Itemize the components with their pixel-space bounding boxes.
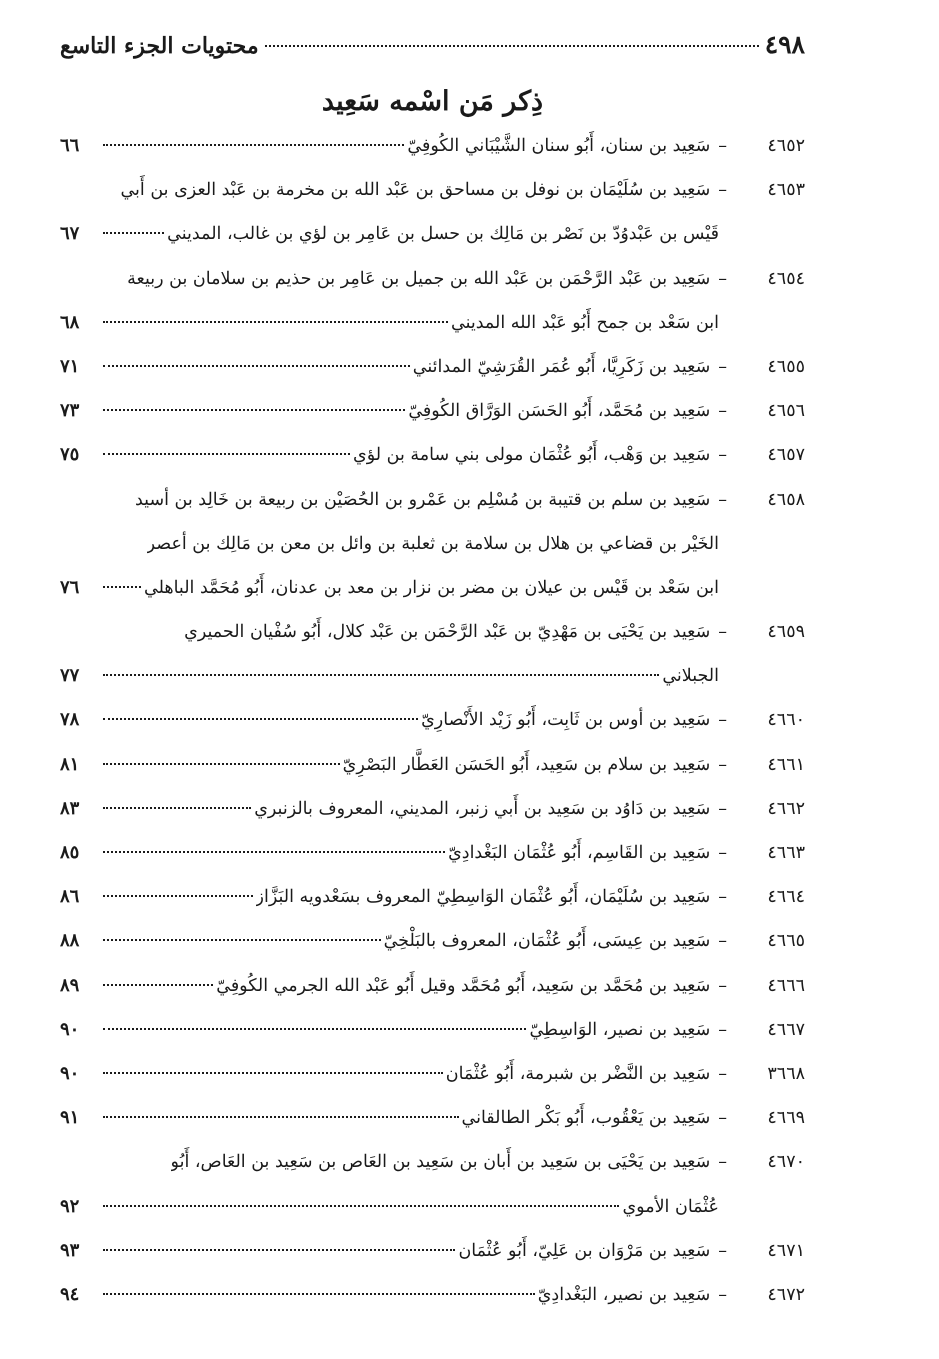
entry-page-number: ٩٢ [60, 1195, 80, 1217]
leader-dots [103, 1028, 526, 1030]
entry-dash: – [718, 401, 727, 422]
entry-dash: – [718, 180, 727, 201]
toc-entry [60, 1273, 805, 1317]
entry-text: سَعِيد بن عَبْد الرَّحْمَن بن عَبْد الله بن جميل بن عَامِر بن حذيم بن سلامان بن ربيعة [127, 268, 711, 289]
contents-list [60, 124, 805, 1317]
entry-line [60, 168, 805, 212]
entry-dash: – [718, 1240, 727, 1261]
entry-dash: – [718, 710, 727, 731]
entry-text: سَعِيد بن سُلَيْمَان بن نوفل بن مساحق بن عَبْد الله بن مخرمة بن عَبْد العزى بن أَبي [120, 180, 711, 201]
entry-page-number: ٩٣ [60, 1239, 80, 1261]
toc-entry [60, 743, 805, 787]
entry-text: سَعِيد بن مَرْوَان بن عَلِيّ، أَبُو عُثْمَان [458, 1240, 711, 1261]
leader-dots [103, 1116, 459, 1118]
entry-number: ٣٦٦٨ [767, 1063, 805, 1084]
toc-entry [60, 389, 805, 433]
entry-line [60, 566, 805, 610]
entry-text: سَعِيد بن يَحْيَى بن سَعِيد بن أَبان بن سَعِيد بن العَاص بن سَعِيد بن العَاص، أَبُو [170, 1152, 711, 1173]
entry-line [60, 654, 805, 698]
entry-number: ٤٦٥٩ [767, 622, 805, 643]
toc-entry [60, 478, 805, 611]
entry-page-number: ٨٣ [60, 797, 80, 819]
entry-line [60, 743, 805, 787]
entry-text: قَيْس بن عَبْدوُدّ بن نَصْر بن مَالِك بن حسل بن عَامِر بن لؤي بن غالب، المديني [167, 224, 719, 245]
entry-number: ٤٦٦٢ [767, 798, 805, 819]
entry-dash: – [718, 754, 727, 775]
entry-text: سَعِيد بن أوس بن ثَابِت، أَبُو زَيْد الأَنْصارِيّ [421, 710, 711, 731]
leader-dots [103, 232, 164, 234]
entry-text: الخَيْر بن قضاعي بن هلال بن سلامة بن ثعلبة بن وائل بن معن بن مَالِك بن أعصر [146, 533, 719, 554]
page-header [60, 30, 805, 76]
toc-entry [60, 257, 805, 345]
section-title: ذِكر مَن اسْمه سَعِيد [321, 86, 544, 117]
leader-dots [103, 409, 405, 411]
entry-text: سَعِيد بن مُحَمَّد، أَبُو الحَسَن الوَرَّاق الكُوفِيّ [408, 401, 711, 422]
entry-page-number: ٩٠ [60, 1062, 80, 1084]
leader-dots [103, 718, 418, 720]
entry-line [60, 1185, 805, 1229]
entry-line [60, 1140, 805, 1184]
leader-dots [103, 1072, 443, 1074]
leader-dots [103, 586, 141, 588]
running-title: محتويات الجزء التاسع [60, 33, 259, 59]
toc-entry [60, 831, 805, 875]
entry-text: سَعِيد بن زَكَرِيَّا، أَبُو عُمَر القُرَشِيّ المدائني [412, 356, 711, 377]
entry-line [60, 124, 805, 168]
leader-dots [103, 1293, 535, 1295]
entry-line [60, 433, 805, 477]
leader-dots [103, 1249, 455, 1251]
entry-page-number: ٧٨ [60, 709, 80, 731]
entry-line [60, 345, 805, 389]
toc-entry [60, 698, 805, 742]
entry-line [60, 522, 805, 566]
entry-line [60, 389, 805, 433]
toc-entry [60, 1052, 805, 1096]
entry-number: ٤٦٥٢ [767, 136, 805, 156]
entry-text: سَعِيد بن القَاسِم، أَبُو عُثْمَان البَغْدادِيّ [448, 843, 711, 863]
entry-dash: – [718, 1152, 727, 1173]
entry-dash: – [718, 445, 727, 466]
entry-page-number: ٧١ [60, 355, 80, 377]
entry-line [60, 1052, 805, 1096]
entry-dash: – [718, 1063, 727, 1084]
toc-entry [60, 1096, 805, 1140]
entry-line [60, 301, 805, 345]
toc-entry [60, 875, 805, 919]
entry-line [60, 1273, 805, 1317]
leader-dots [103, 453, 350, 455]
leader-dots [103, 807, 251, 809]
leader-dots [103, 763, 340, 765]
entry-number: ٤٦٧٠ [767, 1152, 805, 1173]
entry-line [60, 610, 805, 654]
entry-line [60, 831, 805, 875]
entry-dash: – [718, 356, 727, 377]
entry-page-number: ٩٤ [60, 1283, 80, 1305]
entry-text: الجبلاني [662, 666, 719, 687]
entry-page-number: ٧٣ [60, 400, 80, 422]
entry-text: سَعِيد بن سُلَيْمَان، أَبُو عُثْمَان الوَاسِطِيّ المعروف بسَعْدويه البَزَّاز [255, 887, 711, 908]
entry-page-number: ٩١ [60, 1107, 80, 1129]
entry-number: ٤٦٧٢ [767, 1284, 805, 1305]
entry-number: ٤٦٦١ [767, 754, 805, 775]
entry-dash: – [718, 931, 727, 952]
entry-line [60, 1229, 805, 1273]
entry-number: ٤٦٥٦ [767, 401, 805, 422]
entry-page-number: ٧٧ [60, 665, 80, 687]
entry-page-number: ٦٨ [60, 311, 80, 333]
entry-text: سَعِيد بن دَاوُد بن سَعِيد بن أَبي زنبر، المديني، المعروف بالزنبري [254, 798, 711, 819]
toc-entry [60, 919, 805, 963]
entry-text: سَعِيد بن وَهْب، أَبُو عُثْمَان مولى بني سامة بن لؤي [353, 445, 711, 466]
leader-dots [103, 939, 381, 941]
entry-number: ٤٦٦٥ [767, 931, 805, 952]
entry-number: ٤٦٦٧ [767, 1019, 805, 1040]
entry-text: سَعِيد بن يَعْقُوب، أَبُو بَكْر الطالقاني [461, 1108, 711, 1129]
entry-page-number: ٨١ [60, 753, 80, 775]
toc-entry [60, 964, 805, 1008]
entry-number: ٤٦٦٦ [767, 975, 805, 996]
leader-dots [103, 674, 659, 676]
entry-page-number: ٨٨ [60, 930, 80, 952]
entry-page-number: ٨٦ [60, 886, 80, 908]
toc-entry [60, 1140, 805, 1228]
entry-text: سَعِيد بن النَّضْر بن شبرمة، أَبُو عُثْمَان [445, 1063, 711, 1084]
entry-text: ابن سَعْد بن قَيْس بن عيلان بن مضر بن نزار بن معد بن عدنان، أَبُو مُحَمَّد الباهلي [143, 577, 719, 598]
toc-entry [60, 610, 805, 698]
entry-number: ٤٦٥٣ [767, 180, 805, 201]
entry-text: سَعِيد بن سلم بن قتيبة بن مُسْلِم بن عَمْرو بن الحُصَيْن بن ربيعة بن خَالِد بن أسيد [134, 489, 711, 510]
entry-page-number: ٧٥ [60, 444, 80, 466]
entry-page-number: ٩٠ [60, 1018, 80, 1040]
entry-text: ابن سَعْد بن جمح أَبُو عَبْد الله المديني [451, 312, 719, 333]
toc-entry [60, 1008, 805, 1052]
entry-page-number: ٧٦ [60, 576, 80, 598]
entry-text: عُثْمَان الأموي [622, 1196, 719, 1217]
leader-dots [103, 895, 253, 897]
toc-entry [60, 168, 805, 256]
header-leader-dots [265, 45, 759, 47]
entry-line [60, 919, 805, 963]
entry-dash: – [718, 1019, 727, 1040]
entry-number: ٤٦٥٥ [767, 356, 805, 377]
entry-text: سَعِيد بن سنان، أَبُو سنان الشَّيْبَاني الكُوفِيّ [407, 136, 711, 156]
leader-dots [103, 984, 213, 986]
entry-line [60, 257, 805, 301]
entry-dash: – [718, 622, 727, 643]
entry-line [60, 212, 805, 256]
entry-text: سَعِيد بن نصير، البَغْدادِيّ [537, 1284, 711, 1305]
entry-line [60, 787, 805, 831]
entry-text: سَعِيد بن مُحَمَّد بن سَعِيد، أَبُو مُحَمَّد وقيل أَبُو عَبْد الله الجرمي الكُوفِيّ [216, 975, 711, 996]
entry-dash: – [718, 975, 727, 996]
entry-line [60, 698, 805, 742]
toc-entry [60, 345, 805, 389]
entry-line [60, 875, 805, 919]
entry-dash: – [718, 268, 727, 289]
entry-number: ٤٦٦٣ [767, 843, 805, 863]
entry-dash: – [718, 843, 727, 863]
leader-dots [103, 144, 404, 146]
entry-dash: – [718, 1284, 727, 1305]
entry-dash: – [718, 136, 727, 156]
leader-dots [103, 365, 410, 367]
entry-page-number: ٨٩ [60, 974, 80, 996]
entry-text: سَعِيد بن يَحْيَى بن مَهْدِيّ بن عَبْد الرَّحْمَن بن عَبْد كلال، أَبُو سُفْيان الحميري [184, 622, 711, 643]
leader-dots [103, 321, 448, 323]
entry-number: ٤٦٥٧ [767, 445, 805, 466]
entry-number: ٤٦٥٤ [767, 268, 805, 289]
document-page [60, 30, 805, 1317]
toc-entry [60, 787, 805, 831]
entry-line [60, 1008, 805, 1052]
entry-dash: – [718, 798, 727, 819]
entry-dash: – [718, 1108, 727, 1129]
entry-line [60, 1096, 805, 1140]
entry-number: ٤٦٧١ [767, 1240, 805, 1261]
entry-page-number: ٦٧ [60, 223, 80, 245]
leader-dots [103, 1205, 619, 1207]
entry-number: ٤٦٥٨ [767, 489, 805, 510]
entry-text: سَعِيد بن عِيسَى، أَبُو عُثْمَان، المعروف بالبَلْخِيّ [383, 931, 711, 952]
entry-number: ٤٦٦٩ [767, 1108, 805, 1129]
entry-page-number: ٦٦ [60, 135, 80, 156]
leader-dots [103, 851, 445, 853]
entry-page-number: ٨٥ [60, 842, 80, 863]
entry-number: ٤٦٦٠ [767, 710, 805, 731]
entry-line [60, 964, 805, 1008]
toc-entry [60, 433, 805, 477]
entry-number: ٤٦٦٤ [767, 887, 805, 908]
entry-dash: – [718, 489, 727, 510]
toc-entry [60, 1229, 805, 1273]
toc-entry [60, 124, 805, 168]
page-number: ٤٩٨ [764, 30, 805, 59]
entry-text: سَعِيد بن نصير، الوَاسِطِيّ [529, 1019, 711, 1040]
entry-line [60, 478, 805, 522]
entry-text: سَعِيد بن سلام بن سَعِيد، أَبُو الحَسَن العَطَّار البَصْرِيّ [342, 754, 711, 775]
entry-dash: – [718, 887, 727, 908]
